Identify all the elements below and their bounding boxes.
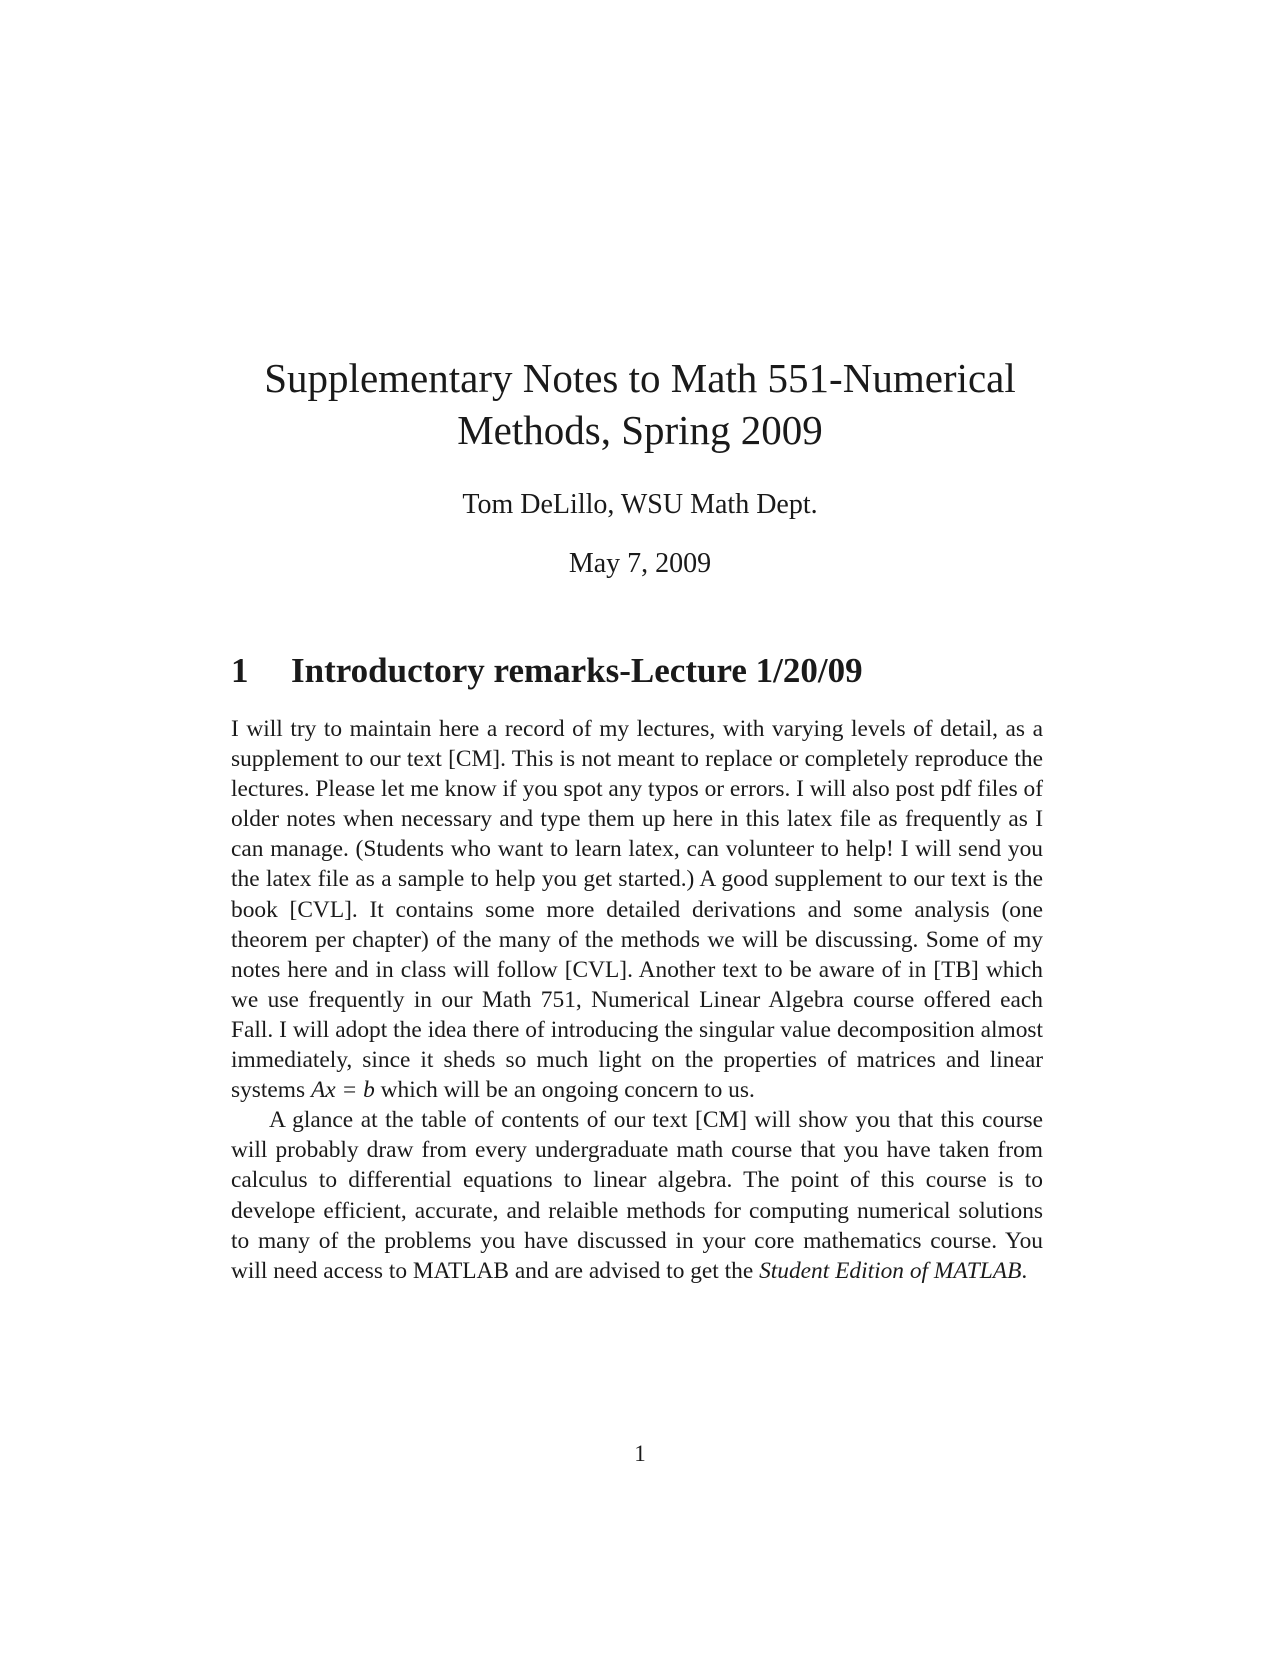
section-title: Introductory remarks-Lecture 1/20/09 bbox=[291, 651, 863, 690]
page-number: 1 bbox=[634, 1441, 646, 1466]
paragraph-1-end: which will be an ongoing concern to us. bbox=[380, 1077, 755, 1104]
paragraph-1-text: I will try to maintain here a record of my lectures, with varying levels of detail, as a supplement to our text [CM]. This is not meant to replace or completely reproduce the lectures. Please let me know if you spot any typos or errors. I will also post pdf files of older notes when necessary and type them up here in this latex file as frequently as I can manage. (Students who want to learn latex, can volunteer to help! I will send you the latex file as a sample to help you get started.) A good supplement to our text is the book [CVL]. It contains some more detailed derivations and some analysis (one theorem per chapter) of the many of the methods we will be discussing. Some of my notes here and in class will follow [CVL]. Another text to be aware of in [TB] which we use frequently in our Math 751, Numerical Linear Algebra course offered each Fall. I will adopt the idea there of introducing the singular value decomposition almost immediately, since it sheds so much light on the properties of matrices and linear systems bbox=[231, 716, 1044, 1104]
paragraph-1-math: Ax = b bbox=[310, 1077, 375, 1104]
body-text bbox=[231, 714, 1043, 1286]
author-line: Tom DeLillo, WSU Math Dept. bbox=[462, 489, 818, 520]
title-line-1: Supplementary Notes to Math 551-Numerical bbox=[264, 355, 1016, 401]
paragraph-1 bbox=[231, 714, 1043, 1105]
section-heading bbox=[231, 650, 1051, 692]
document-title bbox=[180, 352, 1100, 456]
section-number: 1 bbox=[231, 651, 249, 690]
paragraph-2 bbox=[231, 1105, 1043, 1286]
paragraph-2-end: . bbox=[1021, 1257, 1028, 1284]
paragraph-2-italic: Student Edition of MATLAB bbox=[759, 1257, 1022, 1284]
title-line-2: Methods, Spring 2009 bbox=[457, 407, 823, 453]
paragraph-2-text: A glance at the table of contents of our text [CM] will show you that this course will probably draw from every undergraduate math course that you have taken from calculus to differential equations to linear algebra. The point of this course is to develope efficient, accurate, and relaible methods for computing numerical solutions to many of the problems you have discussed in your core mathematics course. You will need access to MATLAB and are advised to get the bbox=[231, 1107, 1043, 1284]
date-line: May 7, 2009 bbox=[568, 548, 712, 579]
